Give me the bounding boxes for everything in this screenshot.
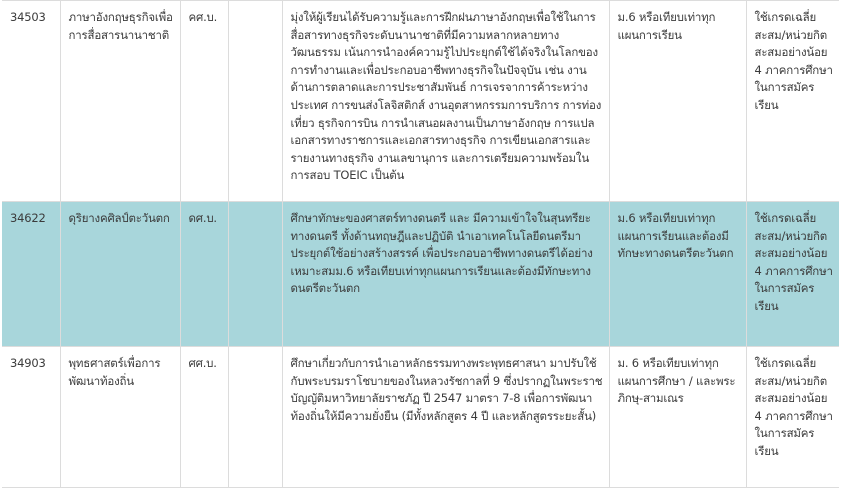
table-row bbox=[2, 1, 839, 202]
course-code: 34622 bbox=[2, 202, 60, 347]
admission-criteria: ใช้เกรดเฉลี่ยสะสม/หน่วยกิตสะสมอย่างน้อย 4 ภาคการศึกษาในการสมัครเรียน bbox=[746, 1, 839, 202]
table-row bbox=[2, 347, 839, 488]
empty-cell bbox=[228, 347, 282, 488]
admission-criteria: ใช้เกรดเฉลี่ยสะสม/หน่วยกิตสะสมอย่างน้อย 4 ภาคการศึกษาในการสมัครเรียน bbox=[746, 202, 839, 347]
degree-level: คศ.บ. bbox=[180, 1, 228, 202]
admission-criteria: ใช้เกรดเฉลี่ยสะสม/หน่วยกิตสะสมอย่างน้อย 4 ภาคการศึกษาในการสมัครเรียน bbox=[746, 347, 839, 488]
degree-level: ดศ.บ. bbox=[180, 202, 228, 347]
course-name: พุทธศาสตร์เพื่อการพัฒนาท้องถิ่น bbox=[60, 347, 180, 488]
course-table bbox=[2, 0, 839, 488]
course-description: มุ่งให้ผู้เรียนได้รับความรู้และการฝึกฝนภาษาอังกฤษเพื่อใช้ในการสื่อสารทางธุรกิจระดับนานาชาติที่มีความหลากหลายทางวัฒนธรรม เน้นการนำองค์ความรู้ไปประยุกต์ใช้ได้จริงในโลกของการทำงานและเพื่อประกอบอาชีพทางธุรกิจในปัจจุบัน เช่น งานด้านการตลาดและการประชาสัมพันธ์ การเจรจาการค้าระหว่างประเทศ การขนส่งโลจิสติกส์ งานอุตสาหกรรมการบริการ การท่องเที่ยว ธุรกิจการบิน การนำเสนอผลงานเป็นภาษาอังกฤษ การแปลเอกสารทางราชการและเอกสารทางธุรกิจ การเขียนเอกสารและรายงานทางธุรกิจ งานเลขานุการ และการเตรียมความพร้อมในการสอบ TOEIC เป็นต้น bbox=[282, 1, 609, 202]
degree-level: ศศ.บ. bbox=[180, 347, 228, 488]
course-code: 34503 bbox=[2, 1, 60, 202]
qualification: ม.6 หรือเทียบเท่าทุกแผนการเรียนและต้องมีทักษะทางดนตรีตะวันตก bbox=[609, 202, 746, 347]
course-code: 34903 bbox=[2, 347, 60, 488]
course-description: ศึกษาทักษะของศาสตร์ทางดนตรี และ มีความเข้าใจในสุนทรียะทางดนตรี ทั้งด้านทฤษฎีและปฏิบัติ นำเอาเทคโนโลยีดนตรีมาประยุกต์ใช้อย่างสร้างสรรค์ เพื่อประกอบอาชีพทางดนตรีได้อย่างเหมาะสมม.6 หรือเทียบเท่าทุกแผนการเรียนและต้องมีทักษะทางดนตรีตะวันตก bbox=[282, 202, 609, 347]
course-description: ศึกษาเกี่ยวกับการนำเอาหลักธรรมทางพระพุทธศาสนา มาปรับใช้กับพระบรมราโชบายของในหลวงรัชกาลที่ 9 ซึ่งปรากฏในพระราชบัญญัติมหาวิทยาลัยราชภัฏ ปี 2547 มาตรา 7-8 เพื่อการพัฒนาท้องถิ่นให้มีความยั่งยืน (มีทั้งหลักสูตร 4 ปี และหลักสูตรระยะสั้น) bbox=[282, 347, 609, 488]
empty-cell bbox=[228, 1, 282, 202]
table-row bbox=[2, 202, 839, 347]
course-name: ภาษาอังกฤษธุรกิจเพื่อการสื่อสารนานาชาติ bbox=[60, 1, 180, 202]
course-name: ดุริยางคศิลป์ตะวันตก bbox=[60, 202, 180, 347]
qualification: ม. 6 หรือเทียบเท่าทุกแผนการศึกษา / และพระภิกษุ-สามเณร bbox=[609, 347, 746, 488]
qualification: ม.6 หรือเทียบเท่าทุกแผนการเรียน bbox=[609, 1, 746, 202]
empty-cell bbox=[228, 202, 282, 347]
